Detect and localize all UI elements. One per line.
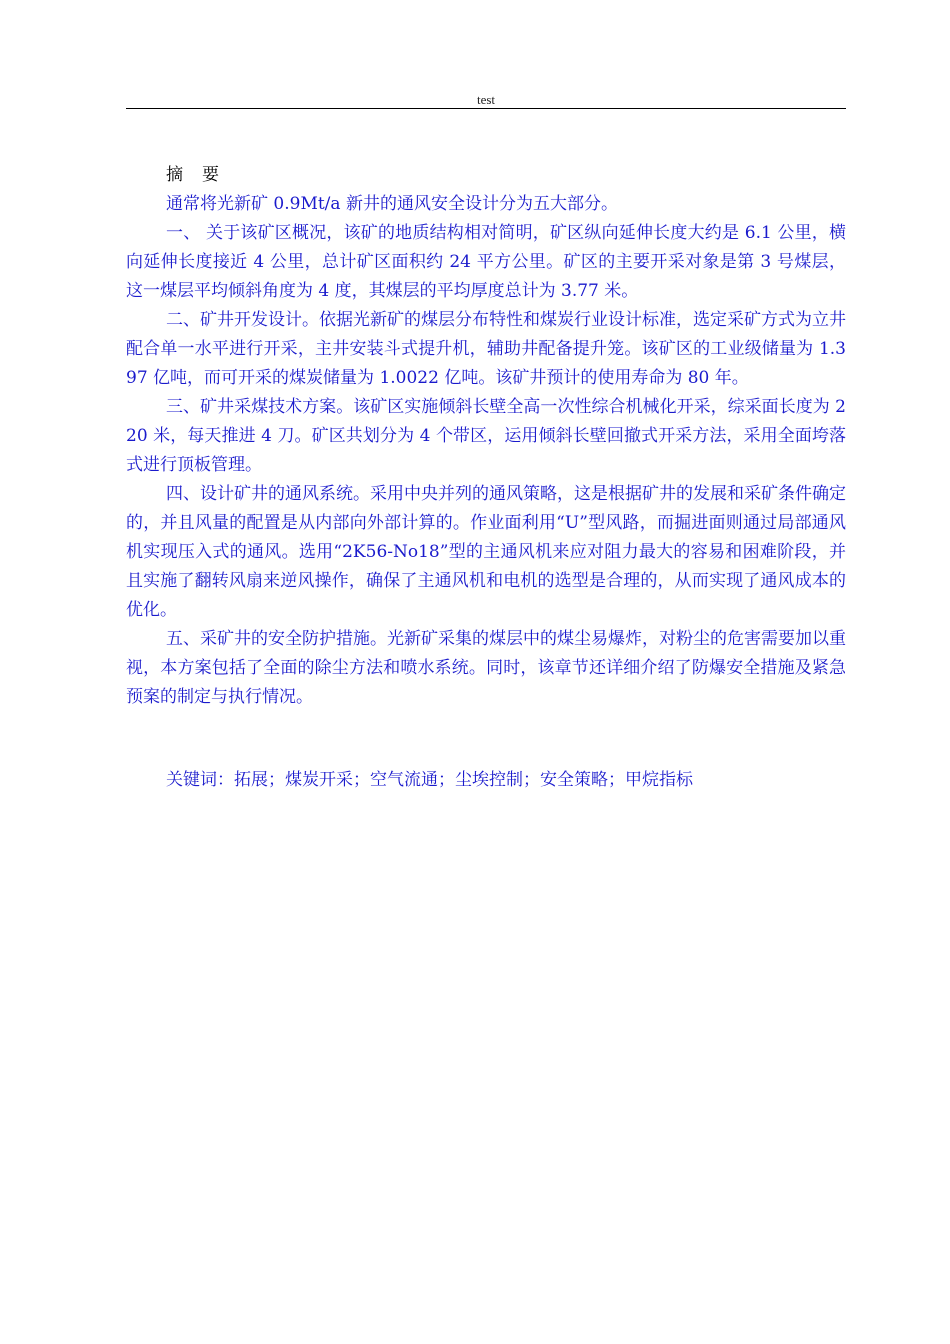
abstract-paragraph-overview: 一、 关于该矿区概况，该矿的地质结构相对简明，矿区纵向延伸长度大约是 6.1 公里，横向延伸长度接近 4 公里，总计矿区面积约 24 平方公里。矿区的主要开采对象是第 3 号煤层，这一煤层平均倾斜角度为 4 度，其煤层的平均厚度总计为 3.77 米。 (126, 223, 846, 301)
abstract-paragraph-development: 二、矿井开发设计。依据光新矿的煤层分布特性和煤炭行业设计标准，选定采矿方式为立井配合单一水平进行开采，主井安装斗式提升机，辅助井配备提升笼。该矿区的工业级储量为 1.397 亿吨，而可开采的煤炭储量为 1.0022 亿吨。该矿井预计的使用寿命为 80 年。 (126, 310, 846, 388)
keywords-line: 关键词：拓展；煤炭开采；空气流通；尘埃控制；安全策略；甲烷指标 (166, 770, 693, 790)
abstract-paragraph-mining: 三、矿井采煤技术方案。该矿区实施倾斜长壁全高一次性综合机械化开采，综采面长度为 220 米，每天推进 4 刀。矿区共划分为 4 个带区，运用倾斜长壁回撤式开采方法，采用全面垮落式进行顶板管理。 (126, 397, 846, 475)
header-rule (126, 108, 846, 109)
abstract-title: 摘 要 (166, 165, 220, 185)
abstract-paragraph-ventilation: 四、设计矿井的通风系统。采用中央并列的通风策略，这是根据矿井的发展和采矿条件确定的，并且风量的配置是从内部向外部计算的。作业面利用“U”型风路，而掘进面则通过局部通风机实现压入式的通风。选用“2K56-No18”型的主通风机来应对阻力最大的容易和困难阶段，并且实施了翻转风扇来逆风操作，确保了主通风机和电机的选型是合理的，从而实现了通风成本的优化。 (126, 484, 846, 620)
page-header: test (476, 92, 496, 107)
abstract-paragraph-safety: 五、采矿井的安全防护措施。光新矿采集的煤层中的煤尘易爆炸，对粉尘的危害需要加以重视，本方案包括了全面的除尘方法和喷水系统。同时，该章节还详细介绍了防爆安全措施及紧急预案的制定与执行情况。 (126, 629, 846, 707)
abstract-paragraph-intro: 通常将光新矿 0.9Mt/a 新井的通风安全设计分为五大部分。 (166, 194, 618, 214)
abstract-body (126, 190, 846, 712)
